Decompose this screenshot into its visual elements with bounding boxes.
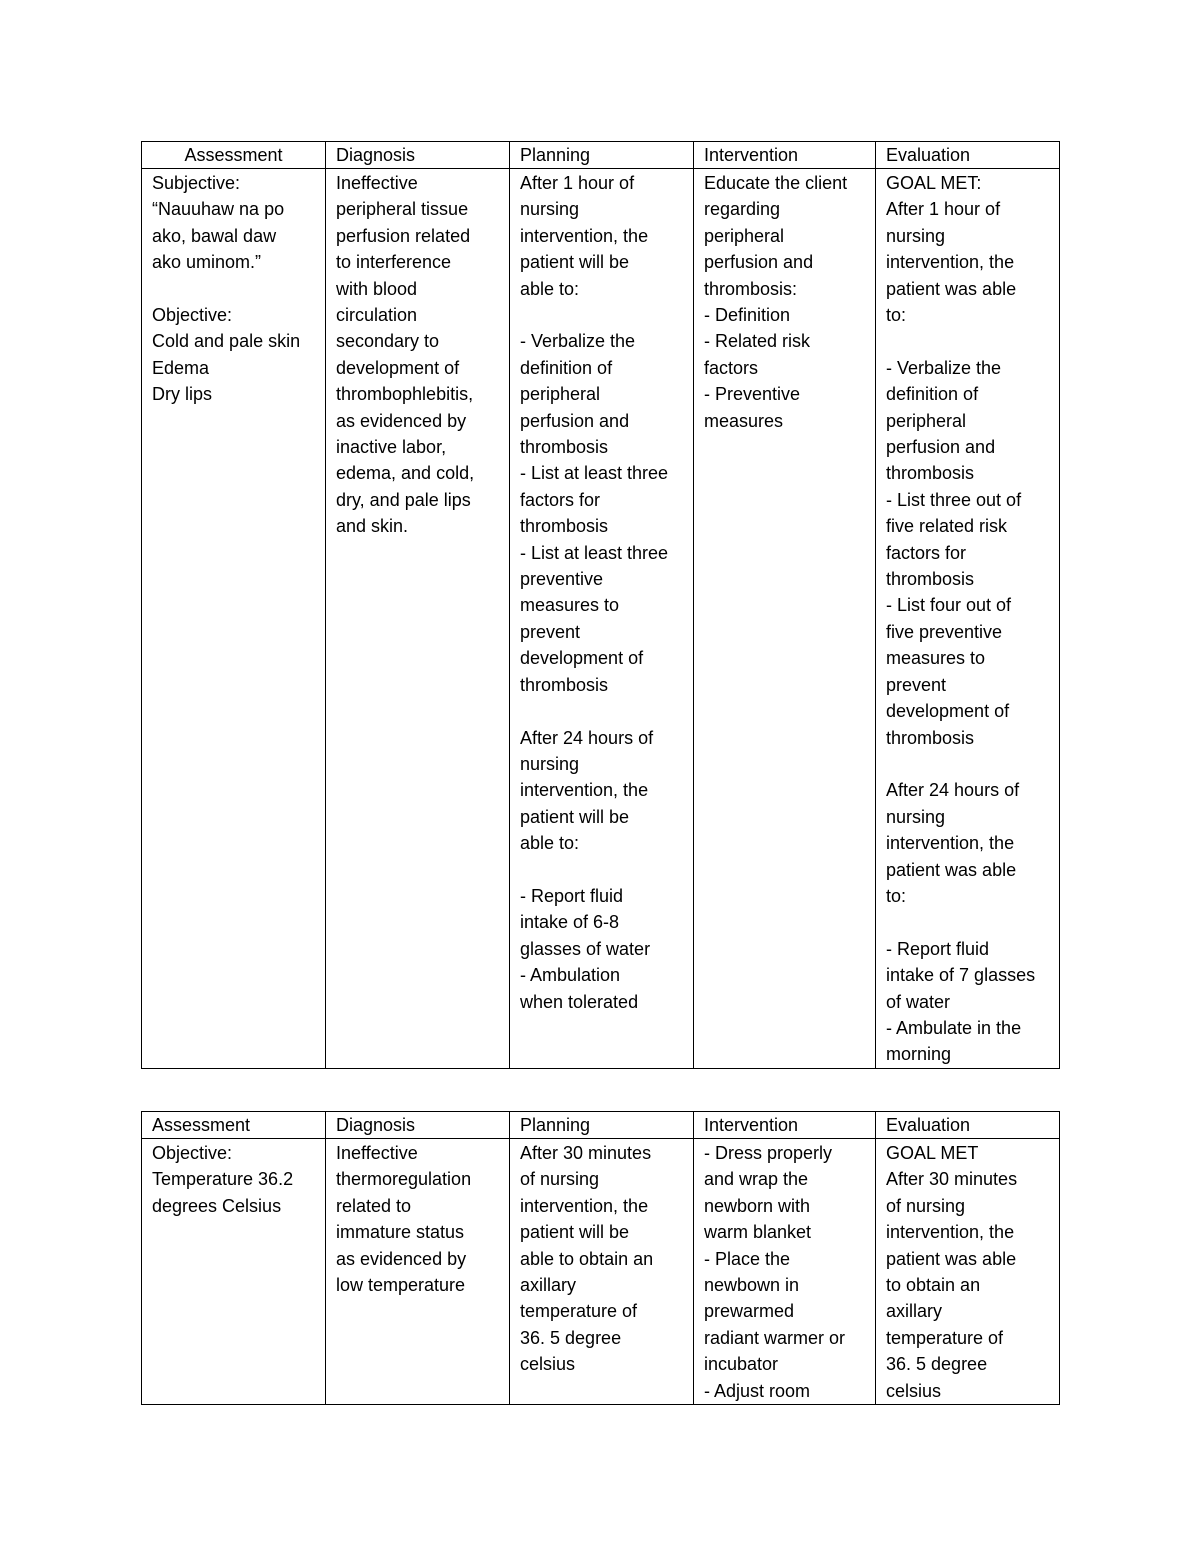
table-row: [142, 1139, 1060, 1405]
cell-line: [886, 751, 1049, 777]
cell-line: nursing: [886, 225, 946, 246]
cell-line: Temperature 36.2: [152, 1169, 294, 1190]
cell-line: patient will be: [520, 1222, 630, 1243]
cell-line: five related risk: [886, 516, 1008, 537]
nursing-care-plan-table-1: [141, 141, 1060, 1069]
cell-line: - Related risk: [704, 331, 811, 352]
cell-line: - List four out of: [886, 595, 1012, 616]
cell-line: intervention, the: [520, 225, 649, 246]
cell-line: Educate the client: [704, 173, 848, 193]
cell-line: circulation: [336, 305, 418, 326]
cell-line: glasses of water: [520, 938, 651, 959]
cell-line: - Ambulate in the: [886, 1017, 1022, 1038]
header-diagnosis: Diagnosis: [326, 1112, 510, 1139]
cell-line: peripheral tissue: [336, 199, 469, 220]
cell-line: peripheral: [704, 225, 785, 246]
cell-line: - Definition: [704, 305, 791, 326]
cell-line: able to:: [520, 833, 580, 854]
cell-line: “Nauuhaw na po: [152, 199, 285, 220]
header-intervention: Intervention: [694, 1112, 876, 1139]
cell-line: axillary: [886, 1301, 943, 1322]
cell-line: patient was able: [886, 278, 1017, 299]
cell-line: as evidenced by: [336, 410, 467, 431]
cell-line: degrees Celsius: [152, 1195, 282, 1216]
cell-line: intake of 7 glasses: [886, 965, 1036, 986]
cell-line: to:: [886, 885, 907, 906]
cell-line: factors: [704, 357, 759, 378]
header-assessment: Assessment: [142, 1112, 326, 1139]
cell-line: of nursing: [886, 1195, 966, 1216]
cell-line: [520, 698, 683, 724]
cell-line: patient will be: [520, 806, 630, 827]
cell-line: warm blanket: [704, 1222, 812, 1243]
cell-line: preventive: [520, 569, 604, 590]
cell-line: patient will be: [520, 252, 630, 273]
cell-line: measures to: [520, 595, 620, 616]
cell-line: After 30 minutes: [886, 1169, 1018, 1190]
cell-line: perfusion related: [336, 225, 471, 246]
cell-line: intervention, the: [886, 833, 1015, 854]
cell-line: [152, 276, 315, 302]
cell-line: peripheral: [886, 410, 967, 431]
cell-line: measures to: [886, 648, 986, 669]
cell-line: newbown in: [704, 1275, 800, 1296]
header-planning: Planning: [510, 142, 694, 169]
cell-line: nursing: [886, 806, 946, 827]
cell-line: After 24 hours of: [520, 727, 654, 748]
cell-line: patient was able: [886, 1248, 1017, 1269]
diagnosis-cell: [326, 169, 510, 1069]
cell-line: celsius: [886, 1380, 942, 1401]
cell-line: Ineffective: [336, 173, 418, 193]
cell-line: prevent: [886, 674, 947, 695]
cell-line: newborn with: [704, 1195, 811, 1216]
cell-line: thermoregulation: [336, 1169, 472, 1190]
nursing-care-plan-table-2: [141, 1111, 1060, 1405]
cell-line: Objective:: [152, 1143, 233, 1163]
cell-line: nursing: [520, 199, 580, 220]
planning-cell: [510, 169, 694, 1069]
cell-line: able to obtain an: [520, 1248, 654, 1269]
planning-cell: [510, 1139, 694, 1405]
cell-line: thrombophlebitis,: [336, 384, 474, 405]
cell-line: thrombosis: [520, 437, 609, 458]
cell-line: radiant warmer or: [704, 1327, 846, 1348]
cell-line: 36. 5 degree: [520, 1327, 622, 1348]
cell-line: perfusion and: [520, 410, 630, 431]
cell-line: to obtain an: [886, 1275, 981, 1296]
cell-line: related to: [336, 1195, 412, 1216]
cell-line: incubator: [704, 1354, 779, 1375]
cell-line: - List three out of: [886, 489, 1022, 510]
cell-line: factors for: [886, 542, 967, 563]
cell-line: - List at least three: [520, 542, 669, 563]
header-evaluation: Evaluation: [876, 142, 1060, 169]
cell-line: Objective:: [152, 305, 233, 326]
evaluation-cell: [876, 1139, 1060, 1405]
cell-line: and skin.: [336, 516, 409, 537]
cell-line: - Place the: [704, 1248, 791, 1269]
cell-line: thrombosis: [886, 569, 975, 590]
cell-line: prewarmed: [704, 1301, 795, 1322]
assessment-cell: [142, 1139, 326, 1405]
header-row: [142, 142, 1060, 169]
cell-line: low temperature: [336, 1275, 466, 1296]
cell-line: perfusion and: [886, 437, 996, 458]
cell-line: [520, 302, 683, 328]
header-evaluation: Evaluation: [876, 1112, 1060, 1139]
cell-line: - Report fluid: [520, 885, 624, 906]
header-planning: Planning: [510, 1112, 694, 1139]
cell-line: with blood: [336, 278, 418, 299]
cell-line: development of: [520, 648, 644, 669]
cell-line: definition of: [886, 384, 979, 405]
cell-line: [886, 909, 1049, 935]
cell-line: development of: [336, 357, 460, 378]
table-row: [142, 169, 1060, 1069]
cell-line: secondary to: [336, 331, 440, 352]
header-diagnosis: Diagnosis: [326, 142, 510, 169]
cell-line: five preventive: [886, 621, 1003, 642]
cell-line: thrombosis: [886, 463, 975, 484]
intervention-cell: [694, 169, 876, 1069]
cell-line: After 1 hour of: [520, 173, 635, 193]
cell-line: able to:: [520, 278, 580, 299]
cell-line: morning: [886, 1044, 952, 1065]
cell-line: definition of: [520, 357, 613, 378]
cell-line: - Report fluid: [886, 938, 990, 959]
cell-line: celsius: [520, 1354, 576, 1375]
cell-line: - Verbalize the: [886, 357, 1002, 378]
cell-line: intervention, the: [886, 252, 1015, 273]
cell-line: 36. 5 degree: [886, 1354, 988, 1375]
cell-line: thrombosis: [886, 727, 975, 748]
header-intervention: Intervention: [694, 142, 876, 169]
cell-line: intake of 6-8: [520, 912, 620, 933]
cell-line: thrombosis: [520, 516, 609, 537]
cell-line: temperature of: [520, 1301, 638, 1322]
cell-line: development of: [886, 701, 1010, 722]
cell-line: intervention, the: [520, 1195, 649, 1216]
cell-line: intervention, the: [520, 780, 649, 801]
cell-line: nursing: [520, 753, 580, 774]
cell-line: - Ambulation: [520, 965, 621, 986]
cell-line: as evidenced by: [336, 1248, 467, 1269]
cell-line: factors for: [520, 489, 601, 510]
cell-line: inactive labor,: [336, 437, 447, 458]
cell-line: of nursing: [520, 1169, 600, 1190]
cell-line: - Dress properly: [704, 1143, 833, 1163]
cell-line: regarding: [704, 199, 781, 220]
header-assessment: Assessment: [142, 142, 326, 169]
cell-line: After 30 minutes: [520, 1143, 652, 1163]
cell-line: - Preventive: [704, 384, 801, 405]
cell-line: edema, and cold,: [336, 463, 475, 484]
cell-line: Subjective:: [152, 173, 241, 193]
diagnosis-cell: [326, 1139, 510, 1405]
cell-line: to:: [886, 305, 907, 326]
cell-line: intervention, the: [886, 1222, 1015, 1243]
cell-line: ako uminom.”: [152, 252, 262, 273]
cell-line: Ineffective: [336, 1143, 418, 1163]
cell-line: After 24 hours of: [886, 780, 1020, 801]
intervention-cell: [694, 1139, 876, 1405]
cell-line: Edema: [152, 357, 210, 378]
cell-line: [886, 328, 1049, 354]
cell-line: immature status: [336, 1222, 465, 1243]
cell-line: Dry lips: [152, 384, 213, 405]
cell-line: to interference: [336, 252, 452, 273]
cell-line: ako, bawal daw: [152, 225, 277, 246]
cell-line: and wrap the: [704, 1169, 809, 1190]
cell-line: [520, 857, 683, 883]
cell-line: After 1 hour of: [886, 199, 1001, 220]
cell-line: prevent: [520, 621, 581, 642]
cell-line: - Adjust room: [704, 1380, 811, 1401]
cell-line: peripheral: [520, 384, 601, 405]
cell-line: patient was able: [886, 859, 1017, 880]
cell-line: thrombosis: [520, 674, 609, 695]
cell-line: Cold and pale skin: [152, 331, 301, 352]
cell-line: GOAL MET:: [886, 173, 982, 193]
cell-line: axillary: [520, 1275, 577, 1296]
cell-line: thrombosis:: [704, 278, 798, 299]
cell-line: when tolerated: [520, 991, 639, 1012]
cell-line: of water: [886, 991, 951, 1012]
cell-line: temperature of: [886, 1327, 1004, 1348]
cell-line: - List at least three: [520, 463, 669, 484]
cell-line: perfusion and: [704, 252, 814, 273]
assessment-cell: [142, 169, 326, 1069]
evaluation-cell: [876, 169, 1060, 1069]
cell-line: GOAL MET: [886, 1143, 979, 1163]
header-row: [142, 1112, 1060, 1139]
cell-line: measures: [704, 410, 784, 431]
cell-line: - Verbalize the: [520, 331, 636, 352]
cell-line: dry, and pale lips: [336, 489, 471, 510]
